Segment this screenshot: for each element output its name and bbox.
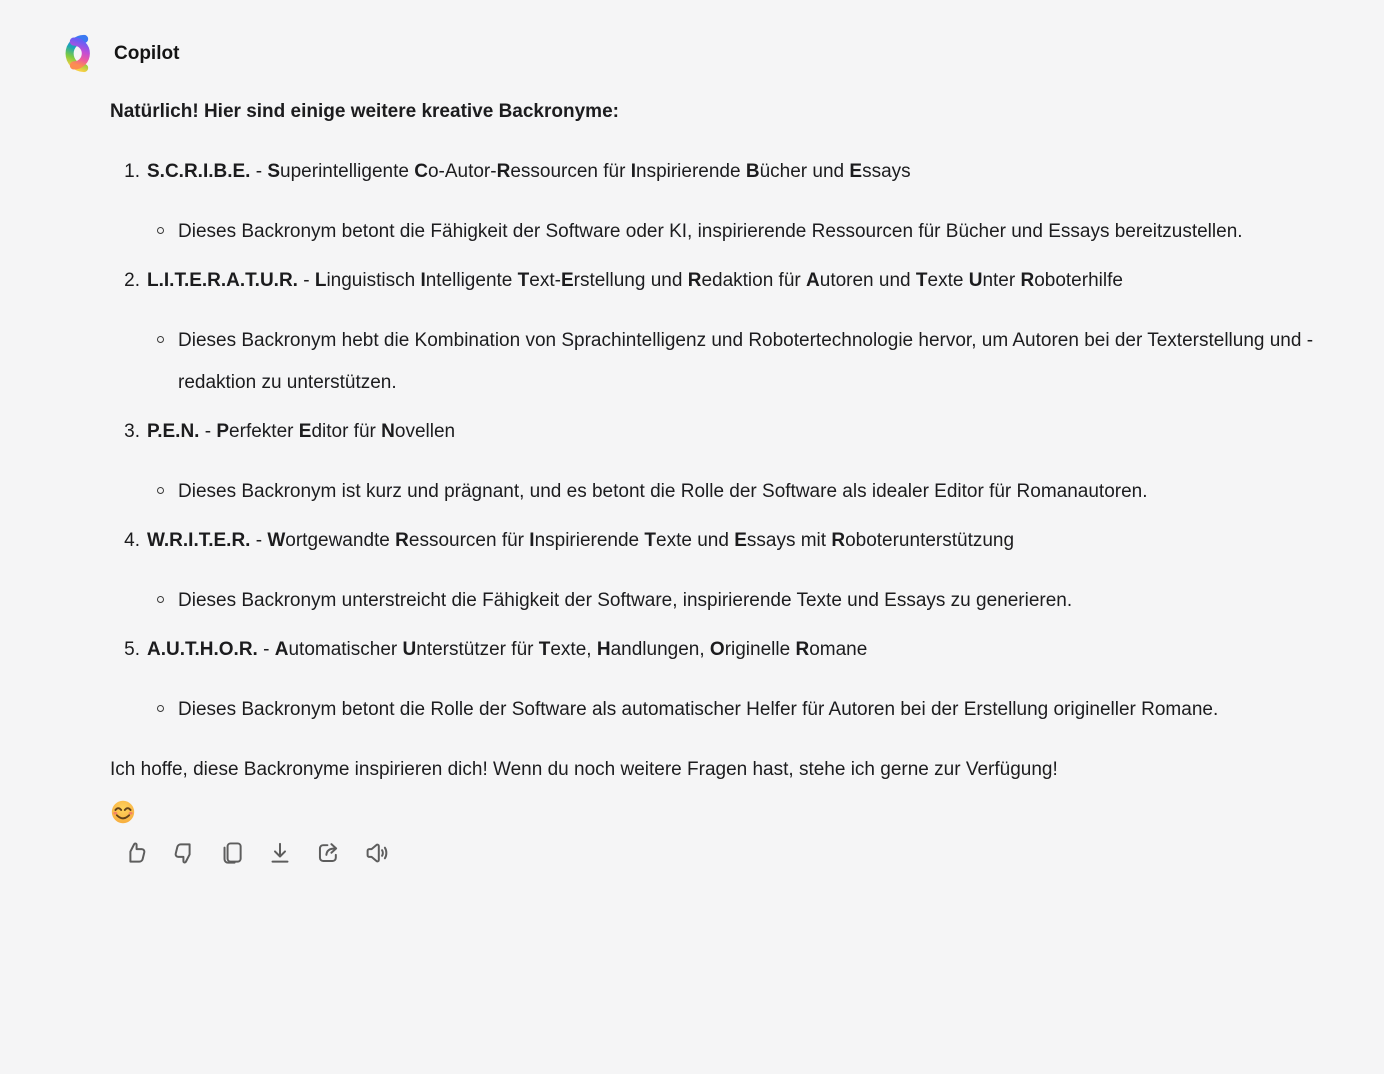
item-body — [147, 151, 1343, 260]
backronym-list — [110, 151, 1343, 738]
item-heading — [147, 629, 1343, 671]
circle-bullet-icon — [157, 227, 164, 234]
sub-bullet-row — [147, 580, 1343, 622]
item-heading — [147, 151, 1343, 193]
item-expansion: Linguistisch Intelligente Text-Erstellung und Redaktion für Autoren und Texte Unter Roboterhilfe — [314, 270, 1123, 291]
item-acronym: P.E.N. — [147, 421, 200, 442]
copy-icon — [218, 839, 246, 867]
like-button[interactable] — [122, 839, 150, 867]
app-name: Copilot — [114, 42, 180, 64]
copilot-logo-icon — [57, 33, 101, 74]
item-description: Dieses Backronym ist kurz und prägnant, und es betont die Rolle der Software als idealer Editor für Romanautoren. — [178, 481, 1148, 502]
sub-bullet-row — [147, 689, 1343, 731]
circle-bullet-icon — [157, 487, 164, 494]
item-separator: - — [250, 161, 268, 182]
item-acronym: S.C.R.I.B.E. — [147, 161, 251, 182]
dislike-button[interactable] — [170, 839, 198, 867]
item-body — [147, 411, 1343, 520]
sub-bullet-row — [147, 211, 1343, 253]
download-icon — [266, 839, 294, 867]
item-number: 2. — [124, 270, 140, 291]
item-heading — [147, 520, 1343, 562]
item-expansion: Perfekter Editor für Novellen — [216, 421, 456, 442]
item-heading — [147, 411, 1343, 453]
list-item — [110, 629, 1343, 738]
item-description: Dieses Backronym betont die Rolle der Software als automatischer Helfer für Autoren bei der Erstellung origineller Romane. — [178, 699, 1219, 720]
item-description: Dieses Backronym betont die Fähigkeit der Software oder KI, inspirierende Ressourcen für Bücher und Essays bereitzustellen. — [178, 221, 1243, 242]
item-number: 3. — [124, 421, 140, 442]
circle-bullet-icon — [157, 705, 164, 712]
item-description: Dieses Backronym hebt die Kombination von Sprachintelligenz und Robotertechnologie hervor, um Autoren bei der Texterstellung und -redaktion zu unterstützen. — [178, 330, 1314, 393]
item-description: Dieses Backronym unterstreicht die Fähigkeit der Software, inspirierende Texte und Essays zu generieren. — [178, 590, 1073, 611]
item-expansion: Wortgewandte Ressourcen für Inspirierende Texte und Essays mit Roboterunterstützung — [267, 530, 1015, 551]
list-item — [110, 520, 1343, 629]
item-body — [147, 260, 1343, 411]
share-button[interactable] — [314, 839, 342, 867]
thumbs-up-icon — [122, 839, 150, 867]
message-header — [57, 33, 1340, 74]
item-number: 5. — [124, 639, 140, 660]
circle-bullet-icon — [157, 336, 164, 343]
item-separator: - — [257, 639, 275, 660]
share-icon — [314, 839, 342, 867]
list-item — [110, 151, 1343, 260]
sub-bullet-row — [147, 320, 1343, 404]
item-heading — [147, 260, 1343, 302]
item-separator: - — [250, 530, 268, 551]
message-toolbar — [122, 839, 1343, 867]
item-acronym: L.I.T.E.R.A.T.U.R. — [147, 270, 298, 291]
list-item — [110, 411, 1343, 520]
read-aloud-button[interactable] — [362, 839, 390, 867]
item-expansion: Superintelligente Co-Autor-Ressourcen für Inspirierende Bücher und Essays — [267, 161, 911, 182]
item-number: 1. — [124, 161, 140, 182]
thumbs-down-icon — [170, 839, 198, 867]
item-acronym: A.U.T.H.O.R. — [147, 639, 258, 660]
smiling-face-emoji-icon — [110, 799, 136, 825]
list-item — [110, 260, 1343, 411]
closing-text: Ich hoffe, diese Backronyme inspirieren dich! Wenn du noch weitere Fragen hast, stehe ich gerne zur Verfügung! — [110, 759, 1058, 780]
message-content — [110, 91, 1343, 867]
closing-paragraph — [110, 749, 1343, 825]
copy-button[interactable] — [218, 839, 246, 867]
speaker-icon — [362, 839, 390, 867]
item-number: 4. — [124, 530, 140, 551]
item-separator: - — [297, 270, 315, 291]
item-expansion: Automatischer Unterstützer für Texte, Handlungen, Originelle Romane — [274, 639, 868, 660]
item-acronym: W.R.I.T.E.R. — [147, 530, 251, 551]
intro-text: Natürlich! Hier sind einige weitere kreative Backronyme: — [110, 101, 619, 122]
sub-bullet-row — [147, 471, 1343, 513]
item-body — [147, 520, 1343, 629]
circle-bullet-icon — [157, 596, 164, 603]
item-body — [147, 629, 1343, 738]
item-separator: - — [199, 421, 217, 442]
download-button[interactable] — [266, 839, 294, 867]
